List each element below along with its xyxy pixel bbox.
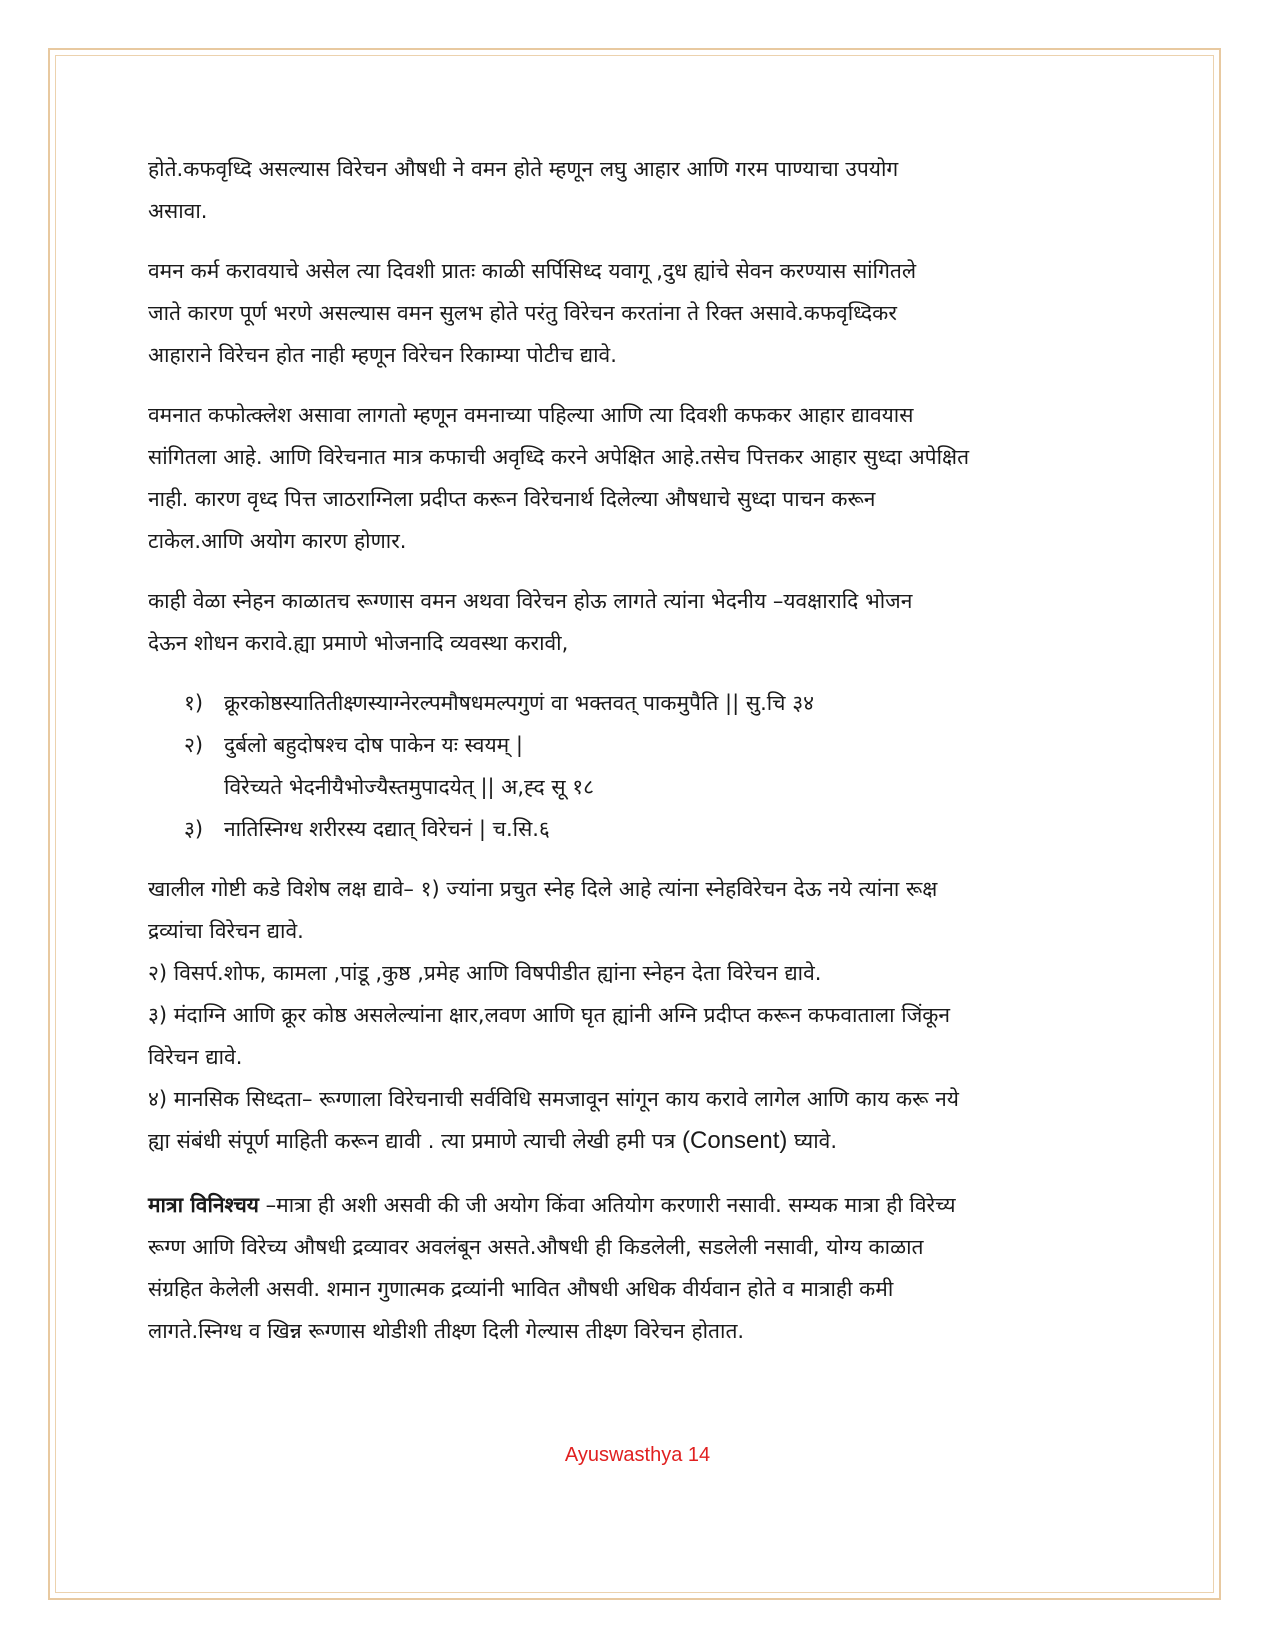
note-line bbox=[148, 1120, 1128, 1162]
text-line: सांगितला आहे. आणि विरेचनात मात्र कफाची अवृध्दि करने अपेक्षित आहे.तसेच पित्तकर आहार सुध्दा अपेक्षित bbox=[148, 445, 970, 469]
text-line: जाते कारण पूर्ण भरणे असल्यास वमन सुलभ होते परंतु विरेचन करतांना ते रिक्त असावे.कफवृध्दिकर bbox=[148, 301, 897, 325]
paragraph-vaman-karma bbox=[148, 250, 1128, 376]
text-line: संग्रहित केलेली असवी. शमान गुणात्मक द्रव्यांनी भावित औषधी अधिक वीर्यवान होते व मात्राही कमी bbox=[148, 1277, 894, 1301]
text-line: होते.कफवृध्दि असल्यास विरेचन औषधी ने वमन होते म्हणून लघु आहार आणि गरम पाण्याचा उपयोग bbox=[148, 157, 899, 181]
text-line: लागते.स्निग्ध व खिन्न रूग्णास थोडीशी तीक्ष्ण दिली गेल्यास तीक्ष्ण विरेचन होतात. bbox=[148, 1319, 745, 1343]
text-line: रूग्ण आणि विरेच्य औषधी द्रव्यावर अवलंबून असते.औषधी ही किडलेली, सडलेली नसावी, योग्य काळात bbox=[148, 1235, 924, 1259]
shloka-item bbox=[148, 808, 1128, 850]
note-text: घ्यावे. bbox=[787, 1129, 837, 1153]
shloka-list bbox=[148, 682, 1128, 850]
note-line: विरेचन द्यावे. bbox=[148, 1045, 243, 1069]
text-line: वमनात कफोत्क्लेश असावा लागतो म्हणून वमनाच्या पहिल्या आणि त्या दिवशी कफकर आहार द्यावयास bbox=[148, 403, 914, 427]
shloka-text: दुर्बलो बहुदोषश्च दोष पाकेन यः स्वयम् | bbox=[224, 733, 523, 757]
shloka-number: २) bbox=[184, 733, 204, 757]
note-line: द्रव्यांचा विरेचन द्यावे. bbox=[148, 919, 304, 943]
special-notes bbox=[148, 868, 1128, 1162]
shloka-text-continued: विरेच्यते भेदनीयैभोज्यैस्तमुपादयेत् || अ,ह्द सू १८ bbox=[224, 775, 595, 799]
page-footer: Ayuswasthya 14 bbox=[564, 1444, 711, 1466]
paragraph-kaphotklesh bbox=[148, 394, 1128, 562]
text-line: आहाराने विरेचन होत नाही म्हणून विरेचन रिकाम्या पोटीच द्यावे. bbox=[148, 343, 617, 367]
text-line: काही वेळा स्नेहन काळातच रूग्णास वमन अथवा विरेचन होऊ लागते त्यांना भेदनीय –यवक्षारादि भोजन bbox=[148, 589, 913, 613]
shloka-number: ३) bbox=[184, 817, 204, 841]
matra-heading: मात्रा विनिश्चय bbox=[148, 1193, 259, 1217]
note-line: खालील गोष्टी कडे विशेष लक्ष द्यावे– १) ज्यांना प्रचुत स्नेह दिले आहे त्यांना स्नेहविरेचन देऊ नये त्यांना रूक्ष bbox=[148, 877, 938, 901]
paragraph-matra bbox=[148, 1184, 1128, 1352]
shloka-item bbox=[148, 682, 1128, 724]
shloka-item bbox=[148, 724, 1128, 766]
matra-text: –मात्रा ही अशी असवी की जी अयोग किंवा अतियोग करणारी नसावी. सम्यक मात्रा ही विरेच्य bbox=[259, 1193, 956, 1217]
note-line: २) विसर्प.शोफ, कामला ,पांडू ,कुष्ठ ,प्रमेह आणि विषपीडीत ह्यांना स्नेहन देता विरेचन द्यावे. bbox=[148, 961, 822, 985]
text-line bbox=[148, 1184, 1128, 1226]
page-content bbox=[148, 148, 1128, 1370]
shloka-text: क्रूरकोष्ठस्यातितीक्ष्णस्याग्नेरल्पमौषधमल्पगुणं वा भक्तवत् पाकमुपैति || सु.चि ३४ bbox=[224, 691, 815, 715]
text-line: नाही. कारण वृध्द पित्त जाठराग्निला प्रदीप्त करून विरेचनार्थ दिलेल्या औषधाचे सुध्दा पाचन करून bbox=[148, 487, 876, 511]
note-line: ४) मानसिक सिध्दता– रूग्णाला विरेचनाची सर्वविधि समजावून सांगून काय करावे लागेल आणि काय करू नये bbox=[148, 1087, 959, 1111]
paragraph-snehan-kaal bbox=[148, 580, 1128, 664]
consent-term: (Consent) bbox=[682, 1127, 788, 1154]
text-line: असावा. bbox=[148, 199, 208, 223]
note-line: ३) मंदाग्नि आणि क्रूर कोष्ठ असलेल्यांना क्षार,लवण आणि घृत ह्यांनी अग्नि प्रदीप्त करून कफवाताला जिंकून bbox=[148, 1003, 951, 1027]
text-line: देऊन शोधन करावे.ह्या प्रमाणे भोजनादि व्यवस्था करावी, bbox=[148, 631, 569, 655]
shloka-number: १) bbox=[184, 691, 204, 715]
shloka-text: नातिस्निग्ध शरीरस्य दद्यात् विरेचनं | च.सि.६ bbox=[224, 817, 550, 841]
note-text: ह्या संबंधी संपूर्ण माहिती करून द्यावी . त्या प्रमाणे त्याची लेखी हमी पत्र bbox=[148, 1129, 682, 1153]
paragraph-diet bbox=[148, 148, 1128, 232]
text-line: वमन कर्म करावयाचे असेल त्या दिवशी प्रातः काळी सर्पिसिध्द यवागू ,दुध ह्यांचे सेवन करण्यास सांगितले bbox=[148, 259, 917, 283]
text-line: टाकेल.आणि अयोग कारण होणार. bbox=[148, 529, 407, 553]
